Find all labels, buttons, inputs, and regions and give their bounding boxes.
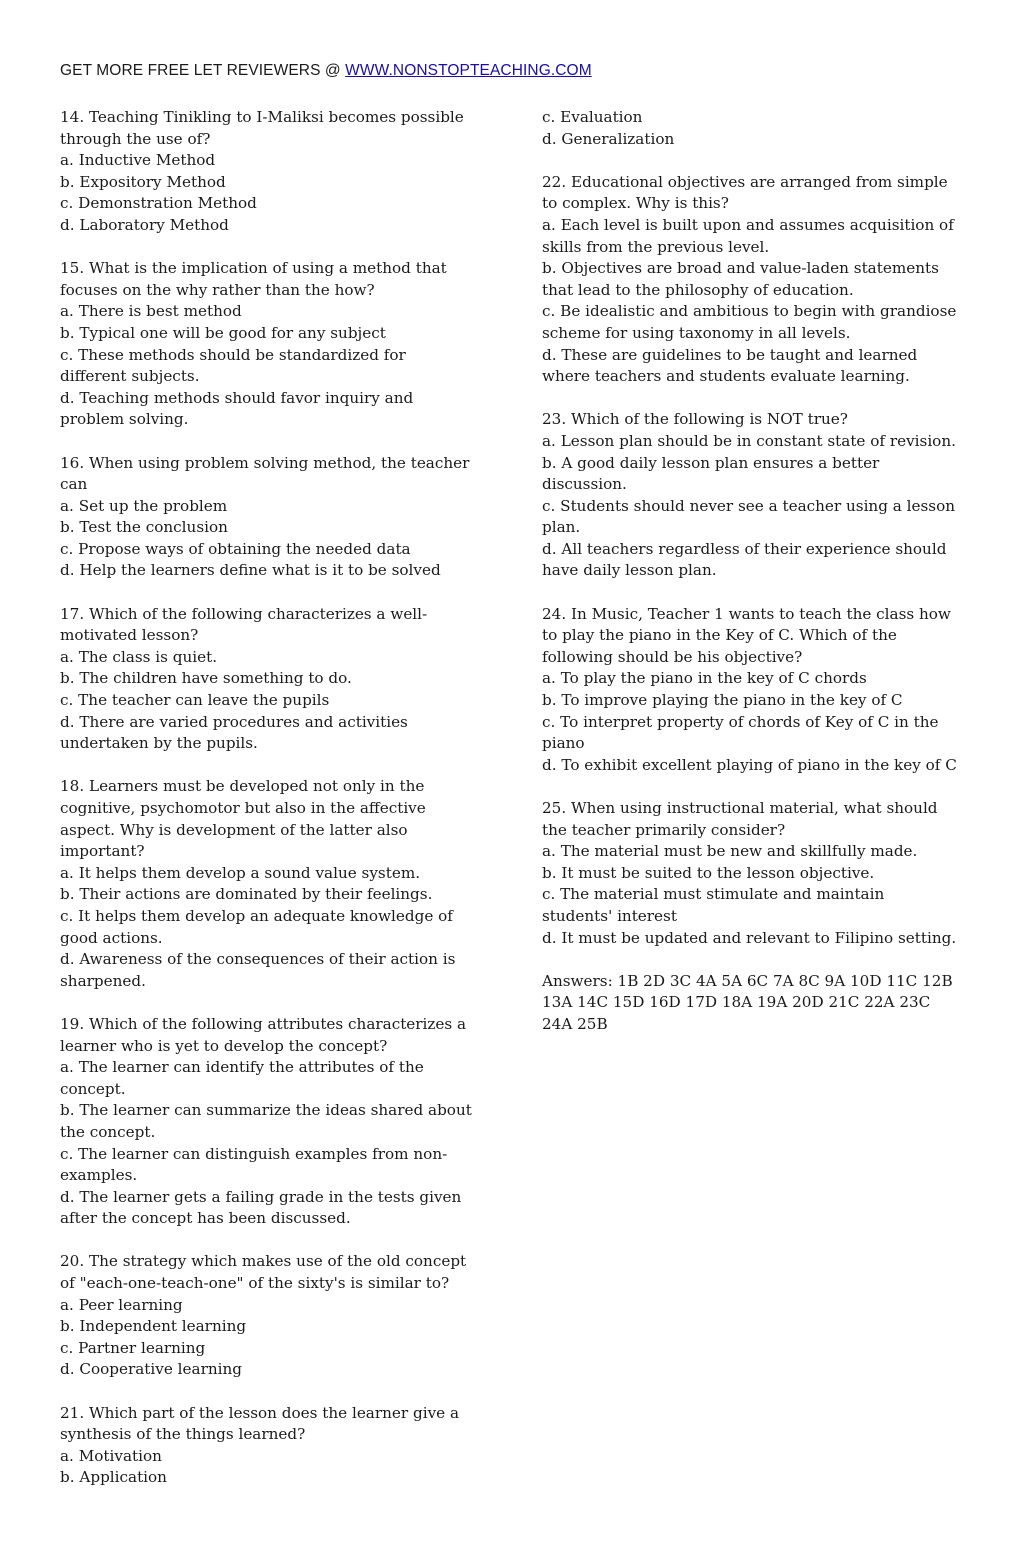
question-block-q16 [60,453,480,583]
answer-option: d. The learner gets a failing grade in the tests given [60,1187,462,1206]
text-line: to play the piano in the Key of C. Which of the [542,626,897,645]
question-stem: 22. Educational objectives are arranged from simple [542,172,948,191]
text-line: to complex. Why is this? [542,194,729,213]
block-spacer [60,582,480,604]
question-block-q15 [60,258,480,431]
answer-option: c. Propose ways of obtaining the needed data [60,539,411,558]
answer-option: c. Students should never see a teacher using a lesson [542,496,955,515]
text-line: concept. [60,1079,126,1098]
block-spacer [542,150,967,172]
answer-option: b. Expository Method [60,172,226,191]
question-stem: 17. Which of the following characterizes a well- [60,604,428,623]
question-stem: 18. Learners must be developed not only in the [60,777,425,796]
answer-option: d. Teaching methods should favor inquiry and [60,388,414,407]
block-spacer [542,388,967,410]
answer-option: d. Generalization [542,129,675,148]
text-line: skills from the previous level. [542,237,770,256]
text-line: the teacher primarily consider? [542,820,786,839]
text-line: sharpened. [60,971,146,990]
answer-option: c. The learner can distinguish examples from non- [60,1144,448,1163]
text-line: examples. [60,1166,138,1185]
text-line: the concept. [60,1122,156,1141]
question-block-q25 [542,798,967,949]
answer-option: c. To interpret property of chords of Key of C in the [542,712,939,731]
question-stem: 14. Teaching Tinikling to I-Maliksi becomes possible [60,108,464,126]
question-stem: 16. When using problem solving method, the teacher [60,453,470,472]
block-spacer [60,1230,480,1252]
answer-option: a. The class is quiet. [60,647,218,666]
answer-option: a. Each level is built upon and assumes acquisition of [542,215,954,234]
answer-option: c. Demonstration Method [60,194,257,213]
text-line: students' interest [542,906,677,925]
answer-option: b. It must be suited to the lesson objective. [542,863,875,882]
answer-option: b. Their actions are dominated by their feelings. [60,885,433,904]
answer-option: c. Partner learning [60,1338,206,1357]
text-line: of "each-one-teach-one" of the sixty's is similar to? [60,1274,450,1293]
left-column [60,107,480,1489]
block-spacer [542,949,967,971]
question-block-q19 [60,1014,480,1230]
answer-option: d. All teachers regardless of their experience should [542,539,947,558]
answer-option: a. There is best method [60,302,242,321]
answer-option: c. Evaluation [542,108,643,126]
answer-option: d. These are guidelines to be taught and learned [542,345,918,364]
text-line: problem solving. [60,410,189,429]
text-line: that lead to the philosophy of education. [542,280,854,299]
text-line: after the concept has been discussed. [60,1209,351,1228]
block-spacer [60,755,480,777]
text-line: can [60,475,88,494]
block-spacer [60,237,480,259]
text-line: focuses on the why rather than the how? [60,280,375,299]
question-block-q20 [60,1251,480,1381]
text-line: different subjects. [60,367,200,386]
text-line: good actions. [60,928,163,947]
header-text: GET MORE FREE LET REVIEWERS @ [60,62,346,79]
question-block-q23 [542,409,967,582]
text-line: have daily lesson plan. [542,561,717,580]
answer-option: b. The learner can summarize the ideas shared about [60,1101,472,1120]
answer-option: a. The learner can identify the attributes of the [60,1058,424,1077]
question-block-q21 [60,1403,480,1489]
answer-option: a. Peer learning [60,1295,183,1314]
question-stem: 21. Which part of the lesson does the learner give a [60,1403,460,1422]
text-line: 13A 14C 15D 16D 17D 18A 19A 20D 21C 22A 23C [542,993,931,1012]
website-link[interactable]: WWW.NONSTOPTEACHING.COM [345,62,592,79]
answer-option: c. Be idealistic and ambitious to begin with grandiose [542,302,957,321]
text-line: motivated lesson? [60,626,199,645]
right-column [542,107,967,1036]
answer-option: b. To improve playing the piano in the key of C [542,691,903,710]
text-line: cognitive, psychomotor but also in the affective [60,799,426,817]
answer-option: d. Cooperative learning [60,1360,242,1379]
page-header [60,62,592,80]
answer-option: a. Set up the problem [60,496,228,515]
block-spacer [542,776,967,798]
answer-option: b. Application [60,1468,167,1487]
answer-option: a. Inductive Method [60,151,216,170]
text-line: aspect. Why is development of the latter also [60,820,408,839]
text-line: synthesis of the things learned? [60,1425,306,1444]
text-line: through the use of? [60,129,211,148]
question-stem: 25. When using instructional material, what should [542,799,938,817]
block-spacer [60,992,480,1014]
question-block-q21-cont [542,107,967,150]
text-line: undertaken by the pupils. [60,734,258,753]
answer-option: d. Help the learners define what is it to be solved [60,561,441,580]
answer-option: b. Test the conclusion [60,518,228,537]
answer-option: b. The children have something to do. [60,669,352,688]
text-line: where teachers and students evaluate learning. [542,367,910,386]
answer-option: d. It must be updated and relevant to Filipino setting. [542,928,957,947]
answer-option: d. Laboratory Method [60,215,229,234]
question-block-q14 [60,107,480,237]
question-stem: 20. The strategy which makes use of the old concept [60,1252,467,1271]
answer-option: c. The material must stimulate and maintain [542,885,885,904]
question-block-q18 [60,776,480,992]
question-stem: 15. What is the implication of using a method that [60,259,447,278]
answer-option: b. Typical one will be good for any subject [60,323,386,342]
answer-option: c. It helps them develop an adequate knowledge of [60,906,453,925]
answer-option: d. There are varied procedures and activities [60,712,408,731]
question-stem: 23. Which of the following is NOT true? [542,410,848,429]
answer-option: a. The material must be new and skillfully made. [542,842,918,861]
answer-option: d. Awareness of the consequences of their action is [60,950,456,969]
answer-option: a. It helps them develop a sound value system. [60,863,421,882]
answer-option: a. To play the piano in the key of C chords [542,669,867,688]
question-block-q17 [60,604,480,755]
text-line: discussion. [542,475,627,494]
text-line: piano [542,734,585,753]
question-block-q24 [542,604,967,777]
text-line: learner who is yet to develop the concept? [60,1036,388,1055]
answer-option: a. Lesson plan should be in constant state of revision. [542,431,956,450]
answer-option: c. These methods should be standardized for [60,345,406,364]
answer-option: d. To exhibit excellent playing of piano in the key of C [542,755,957,774]
text-line: scheme for using taxonomy in all levels. [542,323,851,342]
block-spacer [60,431,480,453]
question-stem: 24. In Music, Teacher 1 wants to teach the class how [542,604,951,623]
text-line: 24A 25B [542,1014,608,1033]
text-line: following should be his objective? [542,647,803,666]
text-line: important? [60,842,145,861]
answer-option: a. Motivation [60,1446,162,1465]
question-stem: 19. Which of the following attributes characterizes a [60,1014,467,1033]
answer-option: c. The teacher can leave the pupils [60,691,330,710]
block-spacer [60,1381,480,1403]
answer-key [542,971,967,1036]
text-line: Answers: 1B 2D 3C 4A 5A 6C 7A 8C 9A 10D 11C 12B [542,971,953,990]
answer-option: b. Objectives are broad and value-laden statements [542,259,939,278]
block-spacer [542,582,967,604]
answer-option: b. A good daily lesson plan ensures a better [542,453,880,472]
text-line: plan. [542,518,581,537]
question-block-q22 [542,172,967,388]
answer-option: b. Independent learning [60,1317,247,1336]
